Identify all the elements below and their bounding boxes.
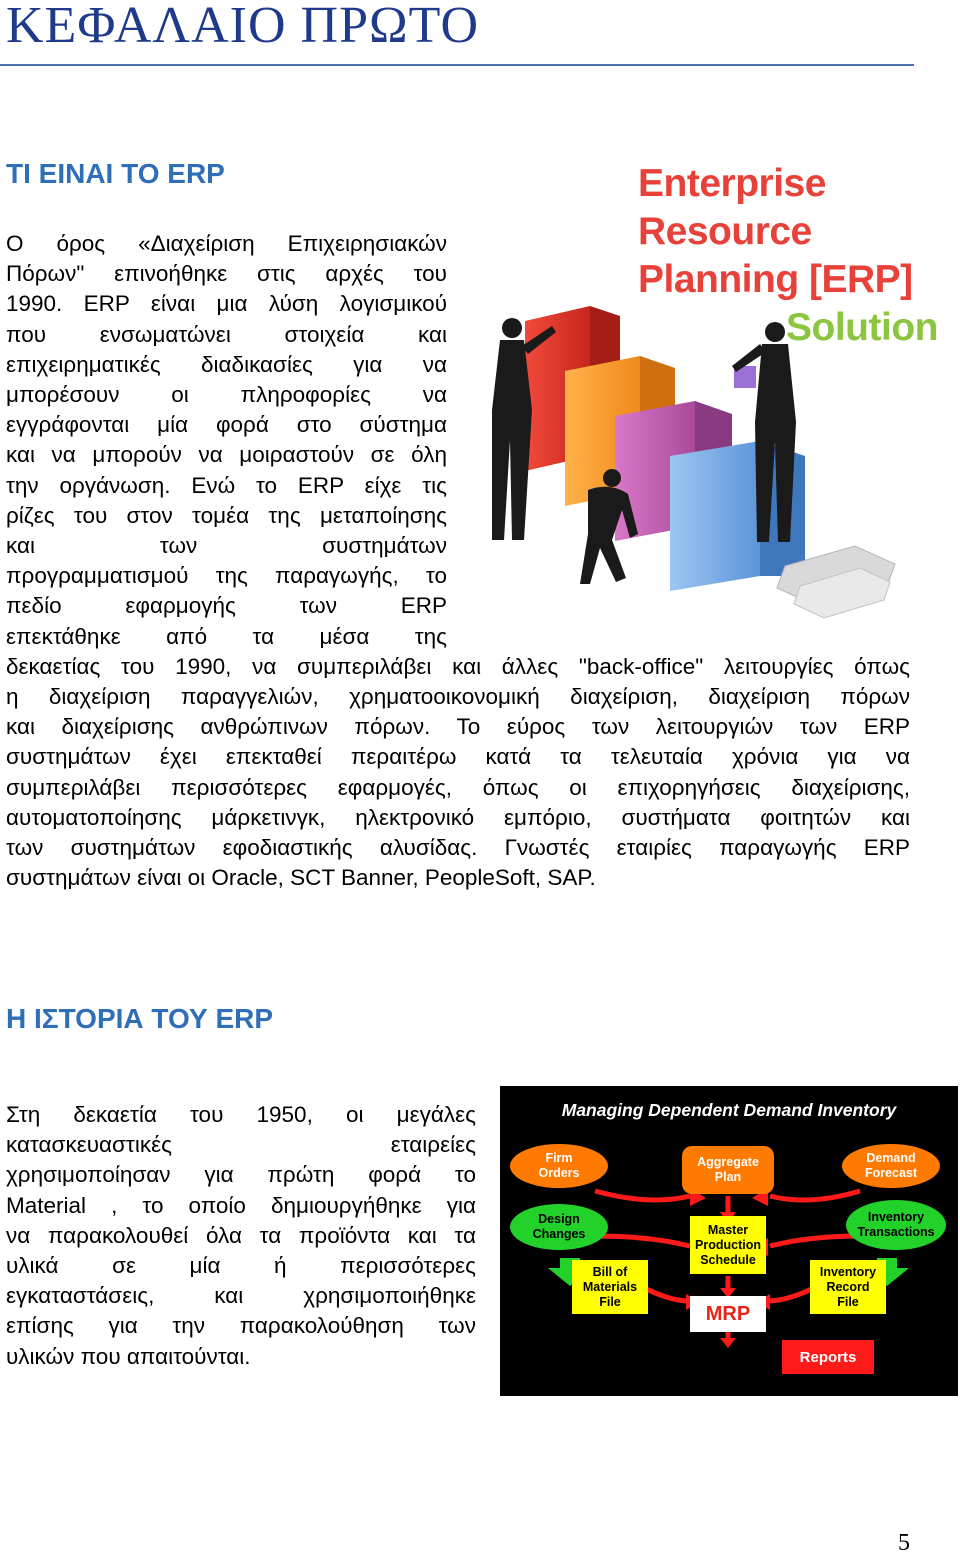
mrp-node-master-production-schedule: Master Production Schedule <box>690 1216 766 1274</box>
paragraph-line: αυτοματοποίησης μάρκετινγκ, ηλεκτρονικό εμπόριο, συστήματα φοιτητών και <box>6 804 910 830</box>
erp-title-line-4: Solution <box>786 306 938 349</box>
paragraph-line: 1990. ERP είναι μια λύση λογισμικού <box>6 291 447 317</box>
erp-solution-illustration <box>470 156 940 640</box>
paragraph-line: και διαχείρισης ανθρώπινων πόρων. Το εύρος των λειτουργιών των ERP <box>6 714 910 740</box>
paragraph-line: συμπεριλάβει περισσότερες εφαρμογές, όπως οι επιχορηγήσεις διαχείρισης, <box>6 774 910 800</box>
mrp-node-inventory-transactions: Inventory Transactions <box>846 1200 946 1250</box>
paragraph-line: και να μπορούν να μοιραστούν σε όλη <box>6 442 447 468</box>
paragraph-line: που ενσωματώνει στοιχεία και <box>6 321 447 347</box>
mrp-node-mrp: MRP <box>690 1296 766 1332</box>
paragraph-line: και των συστημάτων <box>6 533 447 559</box>
paragraph-line: κατασκευαστικές εταιρείες <box>6 1132 476 1158</box>
mrp-node-bill-of-materials: Bill of Materials File <box>572 1260 648 1314</box>
paragraph-line: υλικά σε μία ή περισσότερες <box>6 1253 476 1279</box>
paragraph-line: Πόρων" επινοήθηκε στις αρχές του <box>6 261 447 287</box>
mrp-node-inventory-record: Inventory Record File <box>810 1260 886 1314</box>
paragraph-line: επιχειρηματικές διαδικασίες για να <box>6 351 447 377</box>
page-number: 5 <box>898 1530 910 1556</box>
paragraph-line: πεδίο εφαρμογής των ERP <box>6 593 447 619</box>
paragraph-line: να παρακολουθεί όλα τα προϊόντα και τα <box>6 1222 476 1248</box>
paragraph-line: συστημάτων είναι οι Oracle, SCT Banner, PeopleSoft, SAP. <box>6 865 596 891</box>
paragraph-line: χρησιμοποίησαν για πρώτη φορά το <box>6 1162 476 1188</box>
section-heading-what-is-erp: ΤΙ ΕΙΝΑΙ ΤΟ ERP <box>6 158 225 189</box>
paragraph-line: εγγράφονται μία φορά στο σύστημα <box>6 412 447 438</box>
mrp-node-demand-forecast: Demand Forecast <box>842 1144 940 1188</box>
section-paragraph-history-of-erp <box>6 1100 476 1372</box>
mrp-diagram <box>500 1086 958 1396</box>
mrp-diagram-title: Managing Dependent Demand Inventory <box>561 1100 897 1120</box>
paragraph-line: δεκαετίας του 1990, να συμπεριλάβει και άλλες "back-office" λειτουργίες όπως <box>6 653 910 679</box>
paragraph-line: Material , το οποίο δημιουργήθηκε για <box>6 1192 476 1218</box>
paragraph-line: συστημάτων έχει επεκταθεί περαιτέρω κατά τα τελευταία χρόνια για να <box>6 744 910 770</box>
paragraph-line: η διαχείριση παραγγελιών, χρηματοοικονομική διαχείριση, διαχείριση πόρων <box>6 684 910 710</box>
paragraph-line: την οργάνωση. Ενώ το ERP είχε τις <box>6 472 447 498</box>
erp-title-line-1: Enterprise <box>638 162 826 205</box>
chapter-divider <box>0 64 914 66</box>
mrp-node-reports: Reports <box>782 1340 874 1374</box>
mrp-node-design-changes: Design Changes <box>510 1204 608 1250</box>
paragraph-line: εγκαταστάσεις, και χρησιμοποιήθηκε <box>6 1283 476 1309</box>
section-heading-history-of-erp: Η ΙΣΤΟΡΙΑ ΤΟΥ ERP <box>6 1003 274 1034</box>
paragraph-line: επίσης για την παρακολούθηση των <box>6 1313 476 1339</box>
paragraph-line: επεκτάθηκε από τα μέσα της <box>6 623 447 649</box>
erp-title-line-3: Planning [ERP] <box>638 258 913 301</box>
paragraph-line: υλικών που απαιτούνται. <box>6 1343 251 1369</box>
erp-title-line-2: Resource <box>638 210 812 253</box>
chapter-title: ΚΕΦΑΛΑΙΟ ΠΡΩΤΟ <box>6 0 480 54</box>
mrp-node-firm-orders: Firm Orders <box>510 1144 608 1188</box>
paragraph-line: μπορέσουν οι πληροφορίες να <box>6 382 447 408</box>
paragraph-line: Ο όρος «Διαχείριση Επιχειρησιακών <box>6 231 447 256</box>
paragraph-line: ρίζες του στον τομέα της μεταποίησης <box>6 502 447 528</box>
mrp-node-aggregate-plan: Aggregate Plan <box>682 1146 774 1194</box>
paragraph-line: των συστημάτων εφοδιαστικής αλυσίδας. Γνωστές εταιρίες παραγωγής ERP <box>6 835 910 861</box>
paragraph-line: Στη δεκαετία του 1950, οι μεγάλες <box>6 1102 476 1127</box>
paragraph-line: προγραμματισμού της παραγωγής, το <box>6 563 447 589</box>
